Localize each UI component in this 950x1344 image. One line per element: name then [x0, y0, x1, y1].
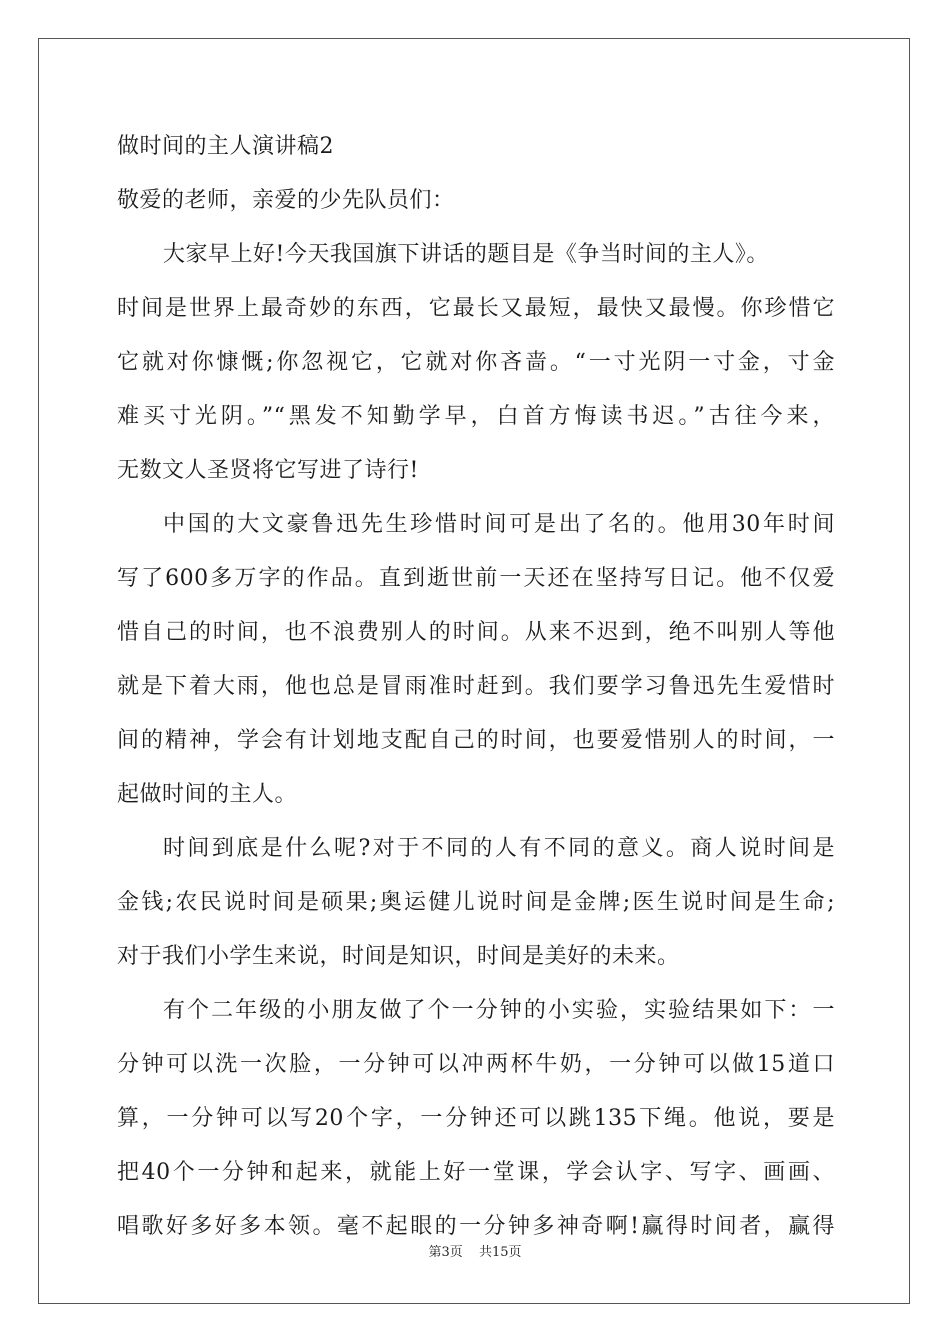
text-line: 就是下着大雨，他也总是冒雨准时赶到。我们要学习鲁迅先生爱惜时	[117, 674, 835, 699]
text-line: 难买寸光阴。”“黑发不知勤学早，白首方悔读书迟。”古往今来，	[117, 404, 835, 429]
text-line: 无数文人圣贤将它写进了诗行!	[117, 458, 419, 483]
text-line: 金钱;农民说时间是硕果;奥运健儿说时间是金牌;医生说时间是生命;	[117, 890, 835, 915]
text-line: 时间是世界上最奇妙的东西，它最长又最短，最快又最慢。你珍惜它	[117, 296, 835, 321]
text-line: 写了600多万字的作品。直到逝世前一天还在坚持写日记。他不仅爱	[117, 566, 835, 591]
text-line: 它就对你慷慨;你忽视它，它就对你吝啬。“一寸光阴一寸金，寸金	[117, 350, 835, 375]
salutation: 敬爱的老师，亲爱的少先队员们：	[117, 188, 455, 213]
document-title: 做时间的主人演讲稿2	[117, 134, 334, 159]
text-line: 算，一分钟可以写20个字，一分钟还可以跳135下绳。他说，要是	[117, 1106, 835, 1131]
text-line: 分钟可以洗一次脸，一分钟可以冲两杯牛奶，一分钟可以做15道口	[117, 1052, 835, 1077]
total-pages: 共15页	[478, 1245, 522, 1260]
text-line: 中国的大文豪鲁迅先生珍惜时间可是出了名的。他用30年时间	[163, 512, 835, 537]
text-line: 惜自己的时间，也不浪费别人的时间。从来不迟到，绝不叫别人等他	[117, 620, 835, 645]
text-line: 把40个一分钟和起来，就能上好一堂课，学会认字、写字、画画、	[117, 1160, 835, 1185]
text-line: 有个二年级的小朋友做了个一分钟的小实验，实验结果如下：一	[163, 998, 835, 1023]
page-number: 第3页	[428, 1245, 463, 1260]
page-footer	[0, 1245, 950, 1261]
text-line: 对于我们小学生来说，时间是知识，时间是美好的未来。	[117, 944, 680, 969]
text-line: 时间到底是什么呢?对于不同的人有不同的意义。商人说时间是	[163, 836, 835, 861]
text-line: 起做时间的主人。	[117, 782, 298, 807]
text-line: 大家早上好!今天我国旗下讲话的题目是《争当时间的主人》。	[163, 242, 769, 267]
text-line: 间的精神，学会有计划地支配自己的时间，也要爱惜别人的时间，一	[117, 728, 835, 753]
text-line: 唱歌好多好多本领。毫不起眼的一分钟多神奇啊!赢得时间者，赢得	[117, 1214, 835, 1239]
